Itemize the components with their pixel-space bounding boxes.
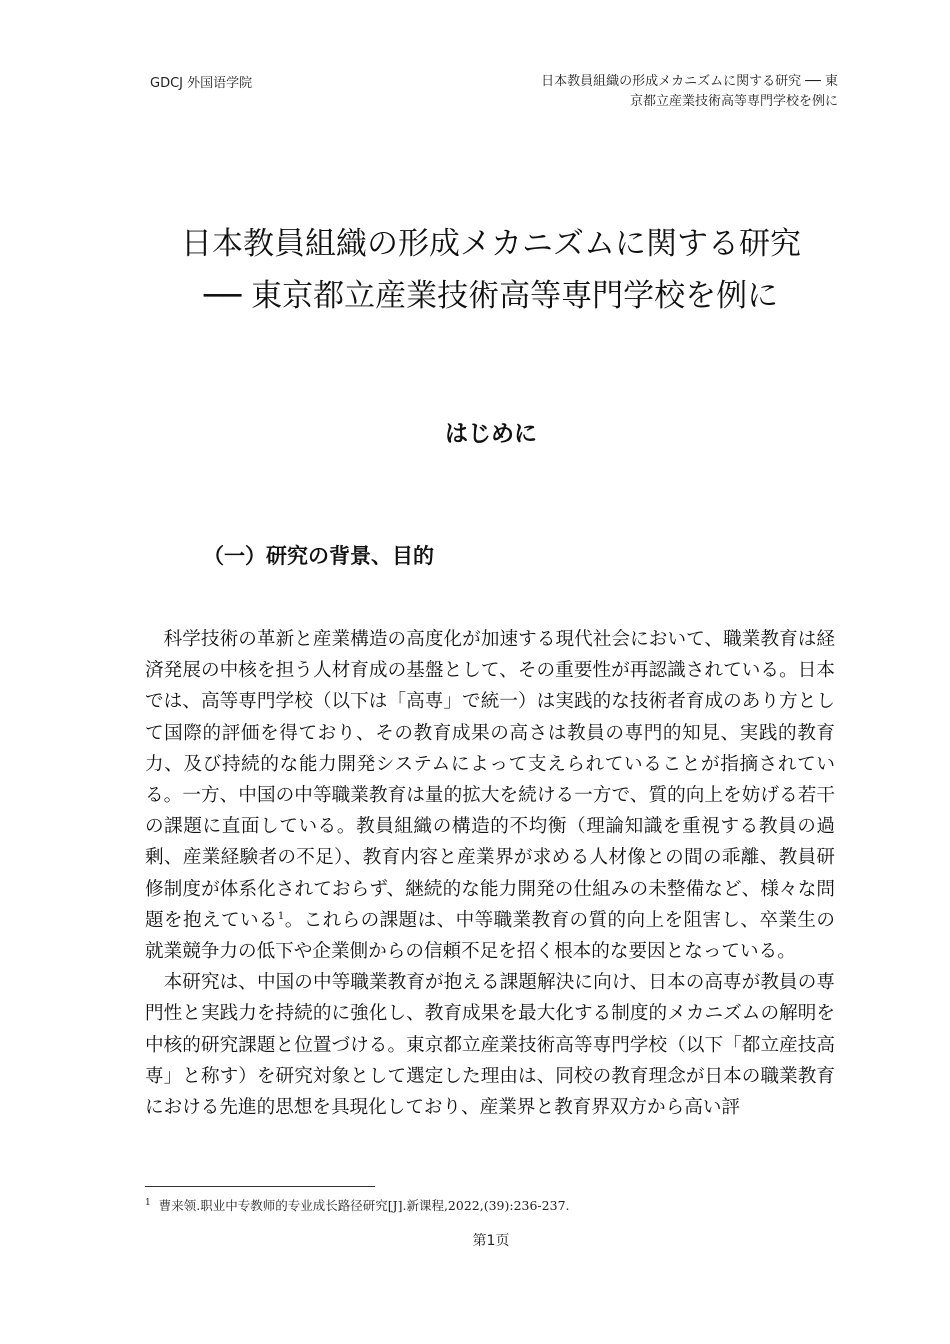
title-line2: ── 東京都立産業技術高等専門学校を例に [203, 278, 779, 314]
section-heading: はじめに [445, 421, 537, 447]
header-right [458, 72, 838, 112]
header-right-line2: 京都立産業技術高等専門学校を例に [629, 94, 838, 109]
paragraph-1 [145, 624, 835, 967]
footnote-divider [145, 1186, 375, 1187]
footnote-reference[interactable]: 1 [277, 910, 285, 922]
paragraph-1-part-b: 。これらの課題は、中等職業教育の質的向上を阻害し、卒業生の就業競争力の低下や企業側からの信頼不足を招く根本的な要因となっている。 [145, 909, 835, 963]
page-number: 第1页 [472, 1233, 510, 1249]
paragraph-1-part-a: 科学技術の革新と産業構造の高度化が加速する現代社会において、職業教育は経済発展の中核を担う人材育成の基盤として、その重要性が再認識されている。日本では、高等専門学校（以下は「高専」で統一）は実践的な技術者育成のあり方として国際的評価を得ており、その教育成果の高さは教員の専門的知見、実践的教育力、及び持続的な能力開発システムによって支えられていることが指摘されている。一方、中国の中等職業教育は量的拡大を続ける一方で、質的向上を妨げる若干の課題に直面している。教員組織の構造的不均衡（理論知識を重視する教員の過剰、産業経験者の不足）、教育内容と産業界が求める人材像との間の乖離、教員研修制度が体系化されておらず、継続的な能力開発の仕組みの未整備など、様々な問題を抱えている [145, 629, 835, 931]
title-line1: 日本教員組織の形成メカニズムに関する研究 [181, 226, 801, 262]
body-text [145, 624, 835, 1123]
paragraph-2: 本研究は、中国の中等職業教育が抱える課題解決に向け、日本の高専が教員の専門性と実践力を持続的に強化し、教育成果を最大化する制度的メカニズムの解明を中核的研究課題と位置づける。東京都立産業技術高等専門学校（以下「都立産技高専」と称す）を研究対象として選定した理由は、同校の教育理念が日本の職業教育における先進的思想を具現化しており、産業界と教育界双方から高い評 [145, 972, 835, 1119]
header-right-line1: 日本教員組織の形成メカニズムに関する研究 ── 東 [541, 74, 838, 89]
paper-title [100, 218, 882, 322]
header-left: GDCJ 外国语学院 [150, 76, 253, 91]
footnote [145, 1196, 570, 1214]
footnote-text: 曹来领.职业中专教师的专业成长路径研究[J].新课程,2022,(39):236-237. [158, 1198, 570, 1213]
footnote-number: 1 [145, 1197, 151, 1208]
sub-heading: （一）研究の背景、目的 [203, 544, 434, 568]
